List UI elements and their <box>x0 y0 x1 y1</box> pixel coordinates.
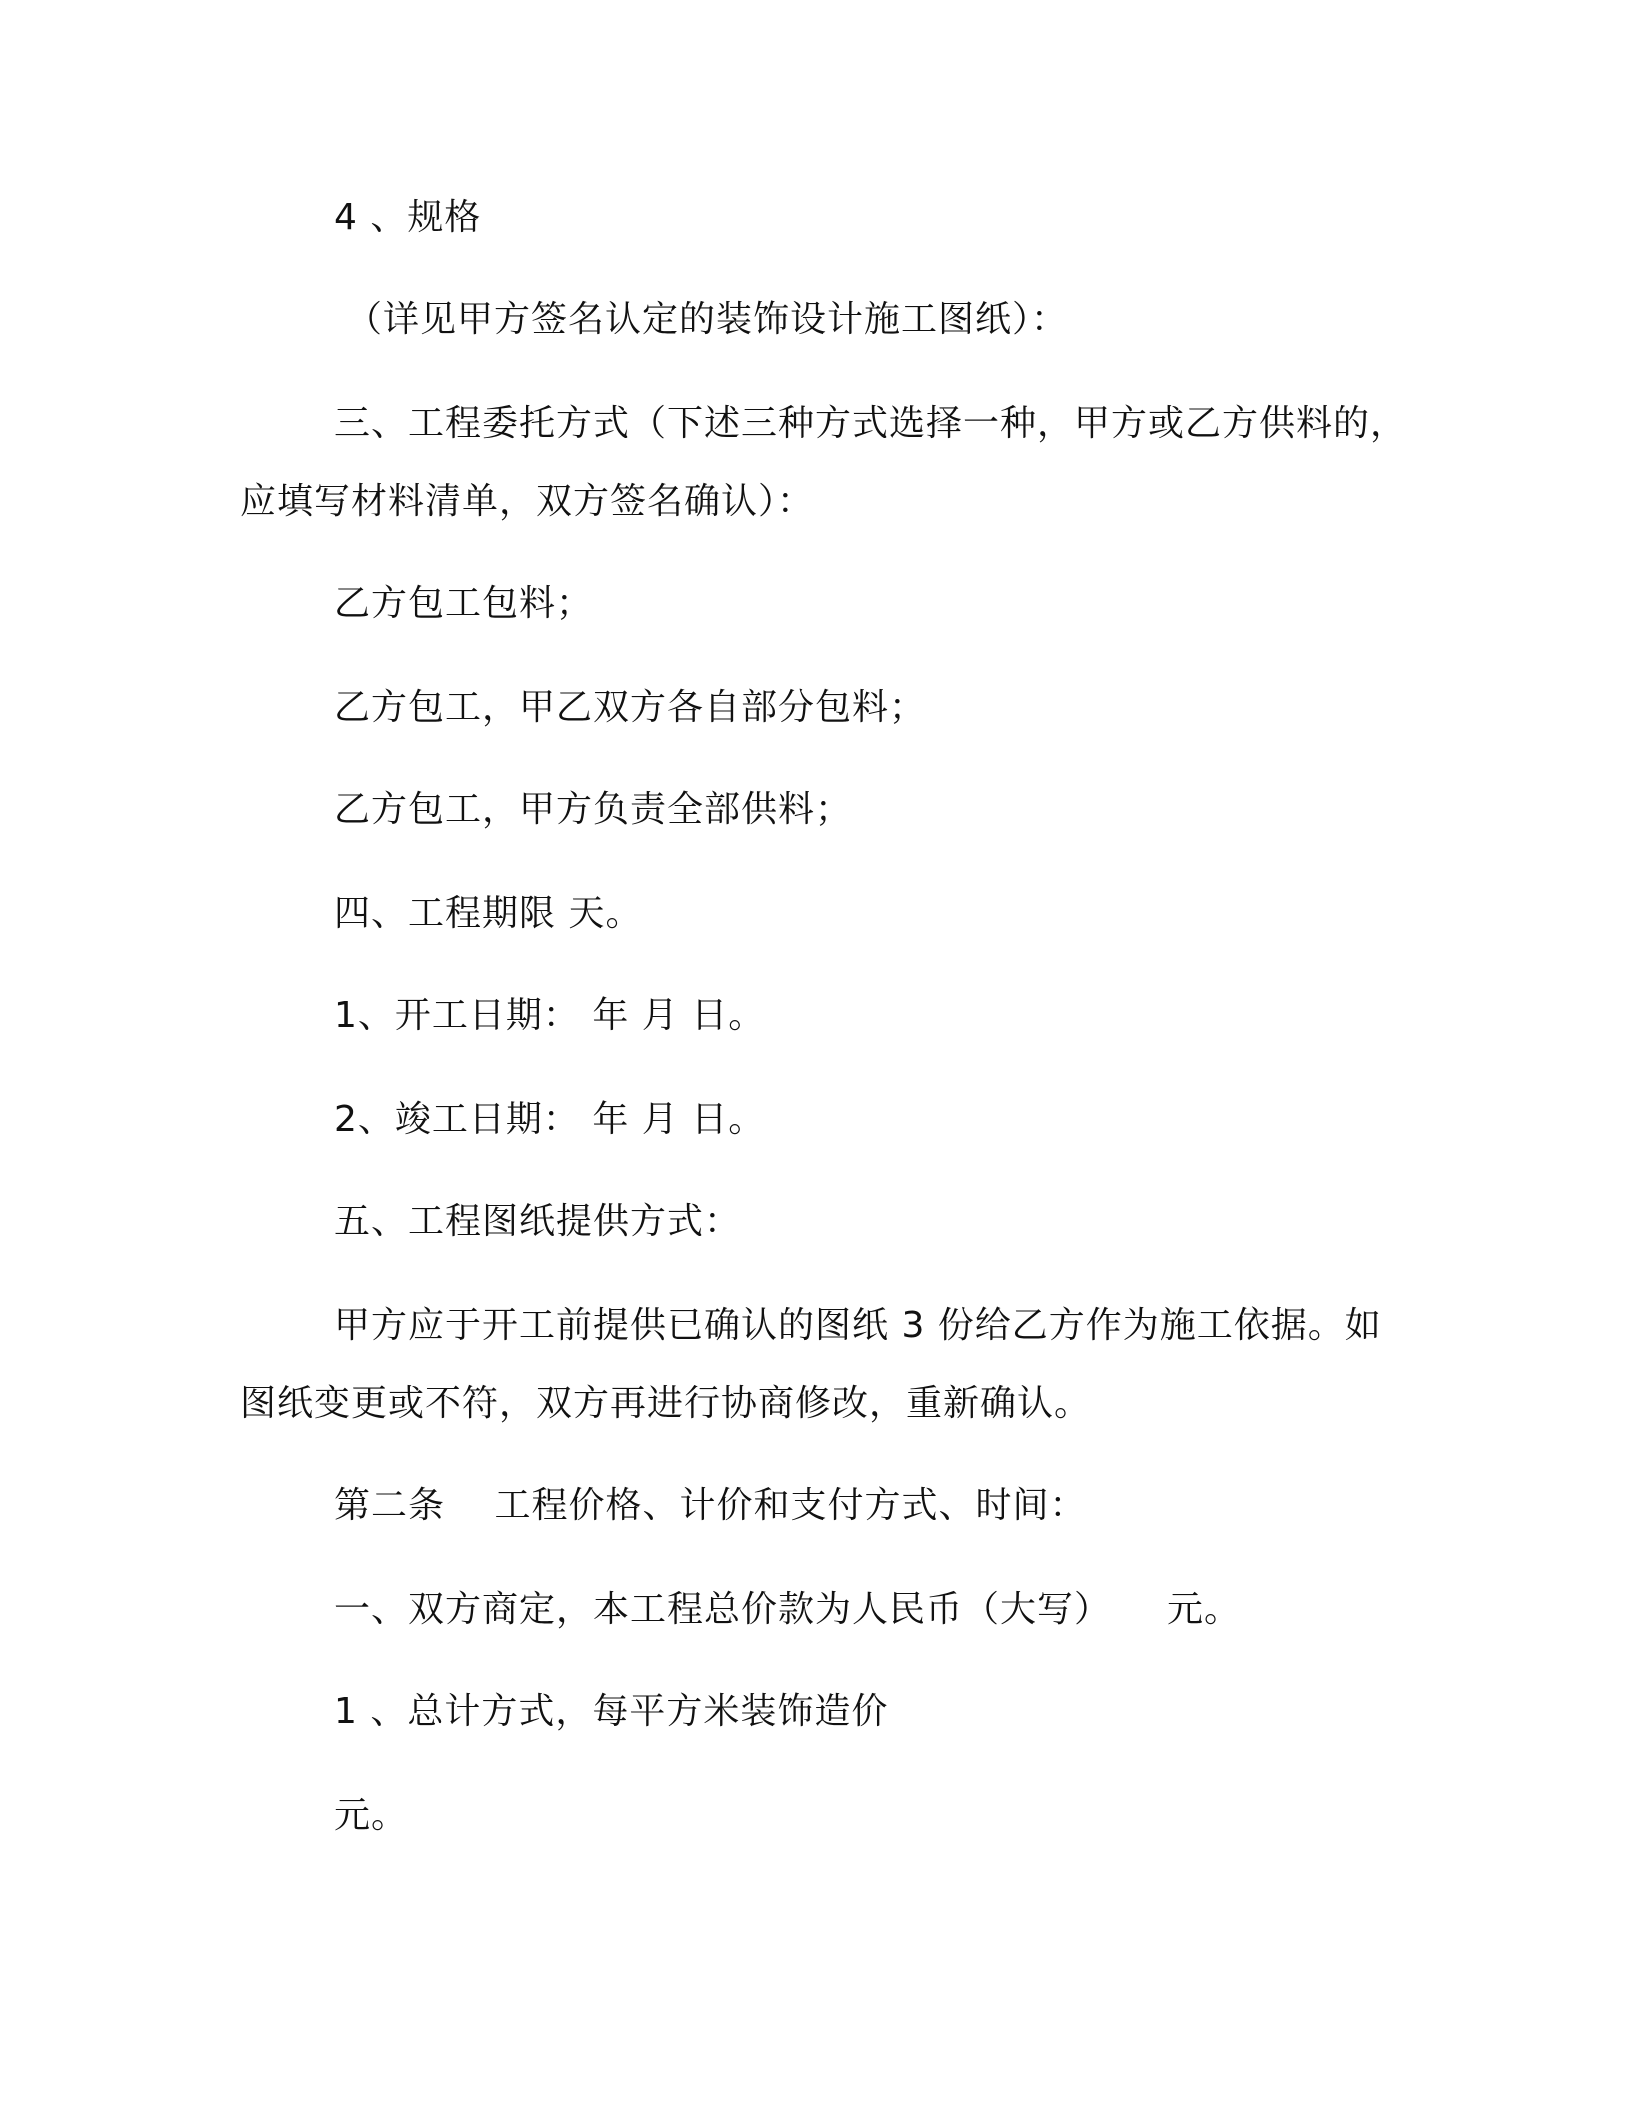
section-three-heading-line-1: 三、工程委托方式（下述三种方式选择一种，甲方或乙方供料的， <box>334 403 1408 444</box>
section-four-heading: 四、工程期限 天。 <box>334 893 643 934</box>
article-two-heading: 第二条 工程价格、计价和支付方式、时间： <box>334 1485 1087 1526</box>
drawings-paragraph-line-1: 甲方应于开工前提供已确认的图纸 3 份给乙方作为施工依据。如 <box>334 1305 1382 1346</box>
spec-note: （详见甲方签名认定的装饰设计施工图纸）： <box>346 299 1069 340</box>
total-price-line: 一、双方商定，本工程总价款为人民币（大写） 元。 <box>334 1589 1242 1630</box>
section-five-heading: 五、工程图纸提供方式： <box>334 1201 742 1242</box>
start-date-line: 1、开工日期： 年 月 日。 <box>334 995 766 1036</box>
option-partial-materials: 乙方包工，甲乙双方各自部分包料； <box>334 687 927 728</box>
option-client-materials: 乙方包工，甲方负责全部供料； <box>334 789 853 830</box>
completion-date-line: 2、竣工日期： 年 月 日。 <box>334 1099 766 1140</box>
option-full-package: 乙方包工包料； <box>334 583 594 624</box>
drawings-paragraph-line-2: 图纸变更或不符，双方再进行协商修改，重新确认。 <box>240 1383 1092 1424</box>
spec-heading: 4 、规格 <box>334 197 482 238</box>
unit-price-currency: 元。 <box>334 1795 409 1836</box>
unit-price-line: 1 、总计方式，每平方米装饰造价 <box>334 1691 889 1732</box>
section-three-heading-line-2: 应填写材料清单，双方签名确认）： <box>240 481 815 522</box>
